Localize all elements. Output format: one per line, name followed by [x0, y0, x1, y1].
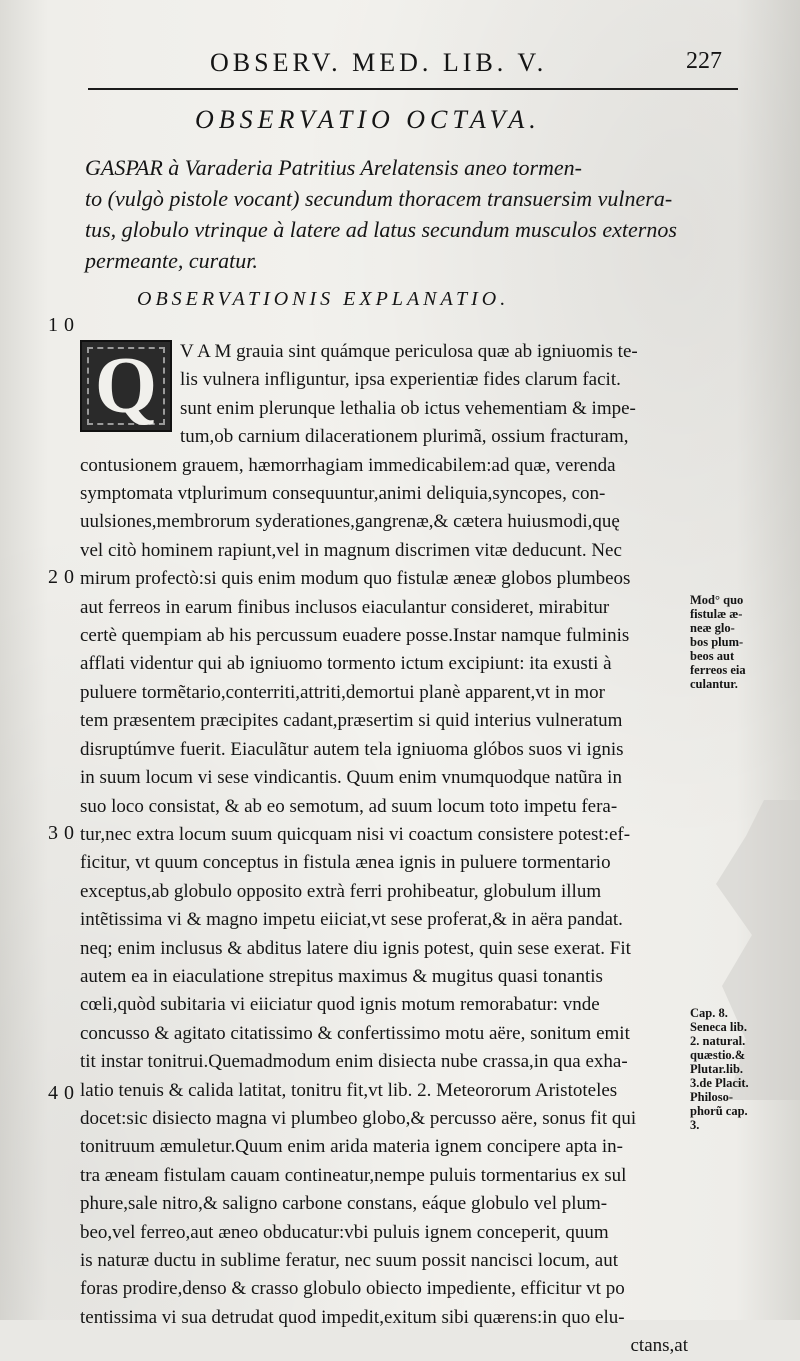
- body-line: in suum locum vi sese vindicantis. Quum enim vnumquodque natũra in: [80, 767, 622, 789]
- margin-note-line: quæstio.&: [690, 1048, 746, 1062]
- body-line: contusionem grauem, hæmorrhagiam immedicabilem:ad quæ, verenda: [80, 454, 616, 476]
- initial-letter: Q: [94, 342, 158, 430]
- body-line: puluere tormẽtario,conterriti,attriti,demortui planè apparent,vt in mor: [80, 681, 605, 703]
- body-line: certè quempiam ab his percussum euadere posse.Instar namque fulminis: [80, 625, 630, 647]
- explanation-title: OBSERVATIONIS EXPLANATIO.: [137, 288, 510, 310]
- line-number: 10: [48, 314, 80, 336]
- margin-note-line: 2. natural.: [690, 1034, 746, 1048]
- body-line: ficitur, vt quum conceptus in fistula ænea ignis in puluere tormentario: [80, 852, 611, 874]
- body-line: afflati videntur qui ab igniuomo tormento ictum excipiunt: ita exusti à: [80, 653, 612, 675]
- margin-note-line: beos aut: [690, 649, 735, 663]
- margin-note-line: fistulæ æ-: [690, 607, 743, 621]
- margin-note-modus: [690, 593, 770, 691]
- margin-note-line: neæ glo-: [690, 621, 735, 635]
- body-line: tit instar tonitrui.Quemadmodum enim disiecta nube crassa,in qua exha-: [80, 1051, 628, 1073]
- body-line: aut ferreos in earum finibus inclusos eiaculantur consideret, mirabitur: [80, 596, 610, 618]
- margin-note-line: 3.: [690, 1118, 700, 1132]
- margin-note-line: Mod° quo: [690, 593, 744, 607]
- body-line: beo,vel ferreo,aut æneo obducatur:vbi puluis ignem conceperit, quum: [80, 1221, 609, 1243]
- body-line: foras prodire,denso & crasso globulo obiecto impediente, efficitur vt po: [80, 1278, 625, 1300]
- summary-line: to (vulgò pistole vocant) secundum thoracem transuersim vulnera-: [85, 186, 673, 211]
- summary-line: GASPAR à Varaderia Patritius Arelatensis aneo tormen-: [85, 155, 583, 180]
- body-line: concusso & agitato citatissimo & confertissimo motu aëre, sonitum emit: [80, 1022, 630, 1044]
- body-line: V A M grauia sint quámque periculosa quæ ab igniuomis te-: [180, 341, 638, 362]
- observation-title: OBSERVATIO OCTAVA.: [195, 105, 541, 134]
- body-line: cœli,quòd subitaria vi eiiciatur quod ignis motum remorabatur: vnde: [80, 994, 600, 1016]
- margin-note-line: 3.de Placit.: [690, 1076, 749, 1090]
- body-line: disruptúmve fuerit. Eiaculãtur autem tela igniuoma glóbos suos vi ignis: [80, 738, 624, 760]
- body-line: suo loco consistat, & ab eo semotum, ad suum locum toto impetu fera-: [80, 795, 618, 817]
- body-line: phure,sale nitro,& saligno carbone constans, eáque globulo vel plum-: [80, 1193, 608, 1215]
- summary-line: tus, globulo vtrinque à latere ad latus secundum musculos externos: [85, 217, 677, 242]
- line-number: 20: [48, 566, 80, 588]
- body-line: autem ea in eiaculatione strepitus maximus & mugitus quasi tonantis: [80, 965, 603, 987]
- body-line: exceptus,ab globulo opposito extrà ferri prohibeatur, globulum illum: [80, 880, 602, 902]
- body-line: intẽtissima vi & magno impetu eiiciat,vt sese proferat,& in aëra pandat.: [80, 909, 623, 931]
- line-number: 30: [48, 822, 80, 844]
- body-line: tra æneam fistulam cauam contineatur,nempe puluis tormentarius ex sul: [80, 1164, 627, 1186]
- observation-summary: [85, 152, 715, 276]
- margin-note-references: [690, 1006, 770, 1132]
- body-line: tonitruum æmuletur.Quum enim arida materia ignem concipere apta in-: [80, 1136, 623, 1158]
- margin-note-line: ferreos eia: [690, 663, 746, 677]
- body-line: tem præsentem præcipites cadant,præsertim si quid interius vulneratum: [80, 710, 623, 732]
- body-text: [80, 338, 688, 1361]
- header-rule: [88, 88, 738, 90]
- summary-line: permeante, curatur.: [85, 248, 258, 273]
- body-line: neq; enim inclusus & abditus latere diu ignis potest, quin sese exerat. Fit: [80, 937, 631, 959]
- body-line: uulsiones,membrorum syderationes,gangrenæ,& cætera huiusmodi,quę: [80, 511, 620, 533]
- body-line: docet:sic disiecto magna vi plumbeo globo,& percusso aëre, sonus fit qui: [80, 1107, 637, 1129]
- margin-note-line: Seneca lib.: [690, 1020, 747, 1034]
- body-line: tur,nec extra locum suum quicquam nisi vi coactum consistere potest:ef-: [80, 823, 631, 845]
- body-line: latio tenuis & calida latitat, tonitru fit,vt lib. 2. Meteororum Aristoteles: [80, 1079, 618, 1101]
- margin-note-line: phorũ cap.: [690, 1104, 748, 1118]
- body-line: vel citò hominem rapiunt,vel in magnum discrimen vitæ deducunt. Nec: [80, 539, 622, 561]
- page-number: 227: [686, 48, 722, 74]
- running-head: OBSERV. MED. LIB. V.: [210, 48, 548, 77]
- body-line: is naturæ ductu in sublime feratur, nec suum possit nancisci locum, aut: [80, 1250, 618, 1271]
- body-line: lis vulnera infliguntur, ipsa experientiæ fides clarum facit.: [180, 369, 621, 391]
- line-number: 40: [48, 1082, 80, 1104]
- body-line: tum,ob carnium dilacerationem plurimã, ossium fracturam,: [180, 426, 629, 448]
- margin-note-line: bos plum-: [690, 635, 744, 649]
- margin-note-line: Cap. 8.: [690, 1006, 728, 1020]
- body-line: ctans,at: [630, 1335, 688, 1357]
- margin-note-line: Plutar.lib.: [690, 1062, 744, 1076]
- body-line: symptomata vtplurimum consequuntur,animi deliquia,syncopes, con-: [80, 483, 606, 505]
- body-line: tentissima vi sua detrudat quod impedit,exitum sibi quærens:in quo elu-: [80, 1306, 625, 1328]
- body-line: sunt enim plerunque lethalia ob ictus vehementiam & impe-: [180, 397, 636, 419]
- body-line: mirum profectò:si quis enim modum quo fistulæ æneæ globos plumbeos: [80, 568, 631, 590]
- margin-note-line: culantur.: [690, 677, 738, 691]
- margin-note-line: Philoso-: [690, 1090, 734, 1104]
